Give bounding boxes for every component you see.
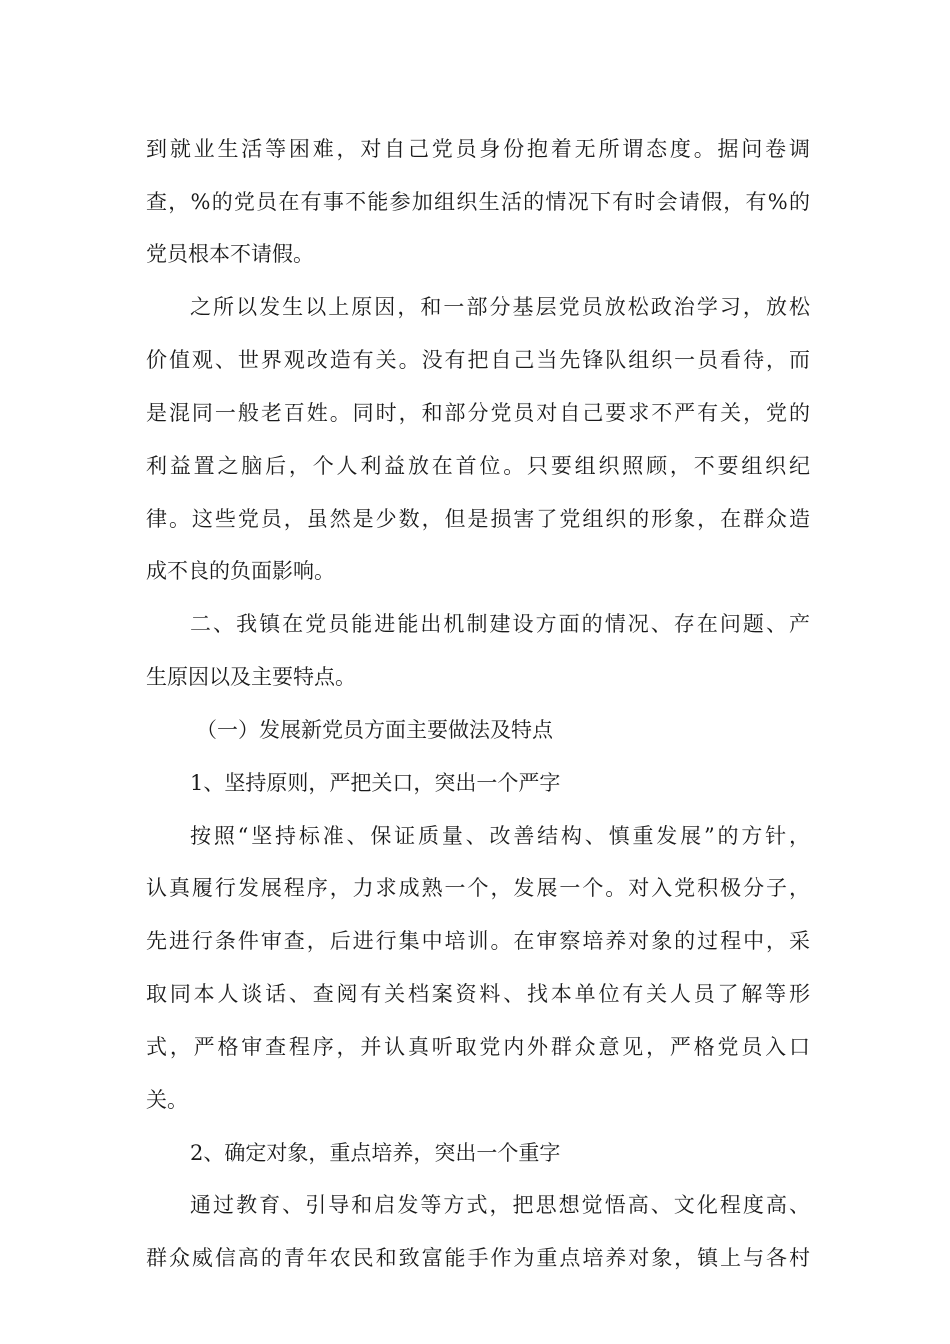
body-text-line: 认真履行发展程序，力求成熟一个，发展一个。对入党积极分子， xyxy=(146,876,810,900)
body-text-line: 关。 xyxy=(146,1088,188,1112)
section-heading-continuation: 生原因以及主要特点。 xyxy=(146,665,356,689)
subsection-heading: （一）发展新党员方面主要做法及特点 xyxy=(196,718,553,742)
numbered-heading: 1、坚持原则，严把关口，突出一个严字 xyxy=(190,771,561,795)
body-text-line: 律。这些党员，虽然是少数，但是损害了党组织的形象，在群众造 xyxy=(146,507,810,531)
section-heading: 二、我镇在党员能进能出机制建设方面的情况、存在问题、产 xyxy=(190,612,810,636)
body-text-line: 到就业生活等困难，对自己党员身份抱着无所谓态度。据问卷调 xyxy=(146,137,810,161)
paragraph-first-line: 之所以发生以上原因，和一部分基层党员放松政治学习，放松 xyxy=(190,295,810,319)
paragraph-first-line: 通过教育、引导和启发等方式，把思想觉悟高、文化程度高、 xyxy=(190,1193,810,1217)
body-text-line: 价值观、世界观改造有关。没有把自己当先锋队组织一员看待，而 xyxy=(146,348,810,372)
paragraph-first-line: 按照“坚持标准、保证质量、改善结构、慎重发展”的方针， xyxy=(190,824,810,848)
body-text-line: 利益置之脑后，个人利益放在首位。只要组织照顾，不要组织纪 xyxy=(146,454,810,478)
numbered-heading: 2、确定对象，重点培养，突出一个重字 xyxy=(190,1141,561,1165)
body-text-line: 查，%的党员在有事不能参加组织生活的情况下有时会请假，有%的 xyxy=(146,190,810,214)
body-text-line: 成不良的负面影响。 xyxy=(146,559,335,583)
body-text-line: 式，严格审查程序，并认真听取党内外群众意见，严格党员入口 xyxy=(146,1035,810,1059)
body-text-line: 党员根本不请假。 xyxy=(146,242,314,266)
body-text-line: 取同本人谈话、查阅有关档案资料、找本单位有关人员了解等形 xyxy=(146,982,810,1006)
body-text-line: 是混同一般老百姓。同时，和部分党员对自己要求不严有关，党的 xyxy=(146,401,810,425)
body-text-line: 群众威信高的青年农民和致富能手作为重点培养对象，镇上与各村 xyxy=(146,1246,810,1270)
body-text-line: 先进行条件审查，后进行集中培训。在审察培养对象的过程中，采 xyxy=(146,929,810,953)
